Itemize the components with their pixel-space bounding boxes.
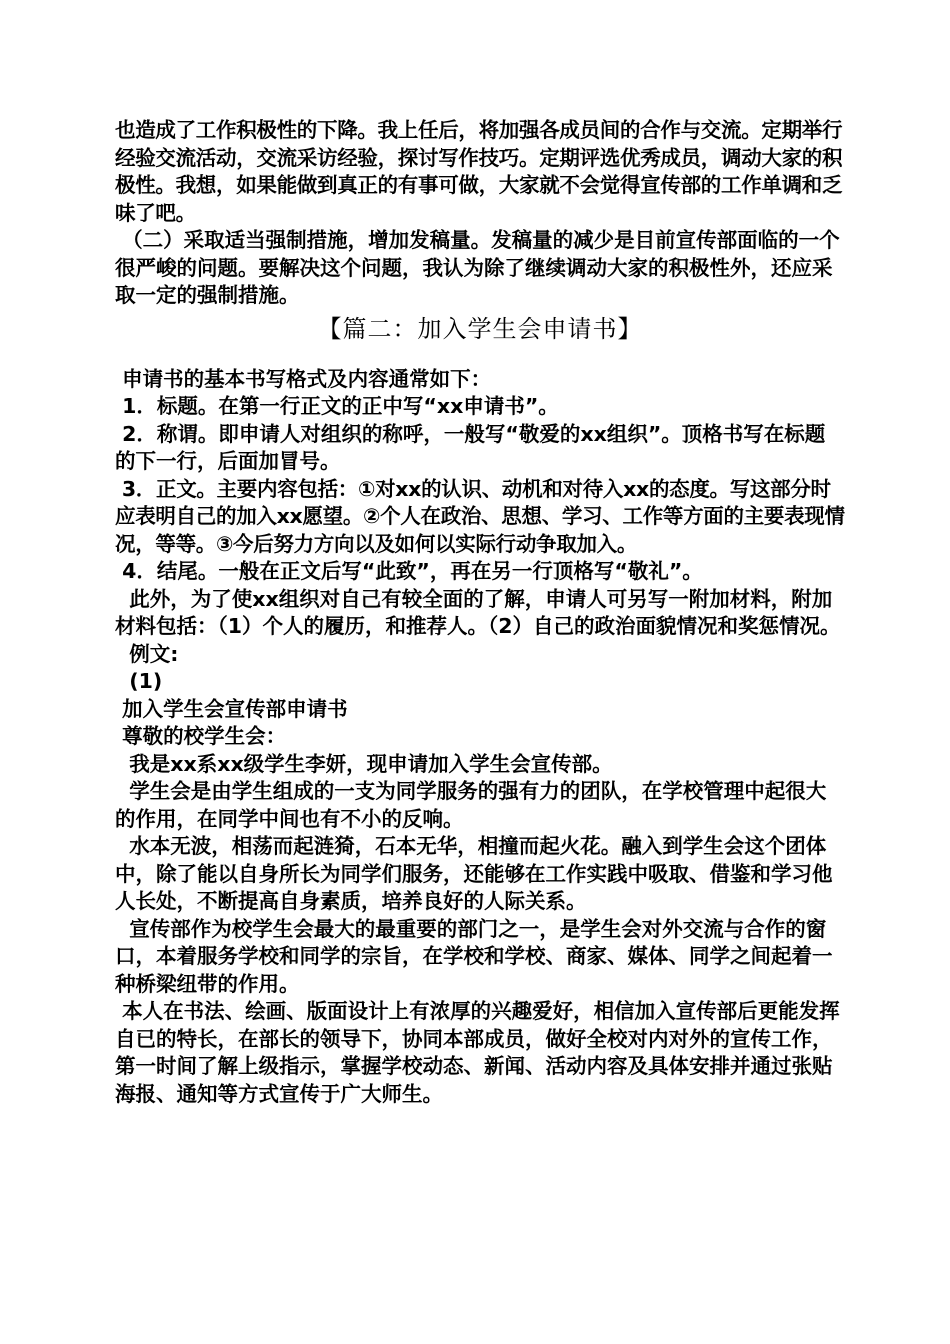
paragraph-item-ending: 4．结尾。一般在正文后写“此致”，再在另一行顶格写“敬礼”。 (115, 559, 703, 583)
paragraph-mandatory-measures: （二）采取适当强制措施，增加发稿量。发稿量的减少是目前宣传部面临的一个很严峻的问题。要解决这个问题，我认为除了继续调动大家的积极性外，还应采取一定的强制措施。 (115, 228, 840, 307)
paragraph-item-body: 3．正文。主要内容包括：①对xx的认识、动机和对待入xx的态度。写这部分时应表明自己的加入xx愿望。②个人在政治、思想、学习、工作等方面的主要表现情况，等等。③今后努力方向以及如何以实际行动争取加入。 (115, 476, 845, 556)
paragraph-letter-department: 宣传部作为校学生会最大的最重要的部门之一，是学生会对外交流与合作的窗口，本着服务学校和同学的宗旨，在学校和学校、商家、媒体、同学之间起着一种桥梁纽带的作用。 (115, 916, 833, 996)
paragraph-item-title: 1．标题。在第一行正文的正中写“xx申请书”。 (115, 394, 559, 418)
document-page (115, 117, 845, 1108)
paragraph-letter-salutation: 尊敬的校学生会： (115, 724, 287, 748)
paragraph-letter-skills: 本人在书法、绘画、版面设计上有浓厚的兴趣爱好，相信加入宣传部后更能发挥自已的特长，在部长的领导下，协同本部成员，做好全校对内对外的宣传工作，第一时间了解上级指示，掌握学校动态、新闻、活动内容及具体安排并通过张贴海报、通知等方式宣传于广大师生。 (115, 999, 840, 1106)
paragraph-cooperation: 也造成了工作积极性的下降。我上任后，将加强各成员间的合作与交流。定期举行经验交流活动，交流采访经验，探讨写作技巧。定期评选优秀成员，调动大家的积极性。我想，如果能做到真正的有事可做，大家就不会觉得宣传部的工作单调和乏味了吧。 (115, 118, 843, 225)
paragraph-letter-union: 学生会是由学生组成的一支为同学服务的强有力的团队，在学校管理中起很大的作用，在同学中间也有不小的反响。 (115, 779, 827, 831)
paragraph-letter-intro: 我是xx系xx级学生李妍，现申请加入学生会宣传部。 (115, 751, 613, 776)
paragraph-letter-motivation: 水本无波，相荡而起涟猗，石本无华，相撞而起火花。融入到学生会这个团体中，除了能以自身所长为同学们服务，还能够在工作实践中吸取、借鉴和学习他人长处，不断提高自身素质，培养良好的人际关系。 (115, 834, 833, 913)
paragraph-item-salutation: 2．称谓。即申请人对组织的称呼，一般写“敬爱的xx组织”。顶格书写在标题的下一行，后面加冒号。 (115, 421, 826, 473)
paragraph-letter-title: 加入学生会宣传部申请书 (115, 696, 348, 721)
paragraph-example-label: 例文: (115, 641, 179, 666)
paragraph-example-number: (1) (115, 669, 163, 693)
section-heading: 【篇二：加入学生会申请书】 (317, 314, 643, 343)
paragraph-format-intro: 申请书的基本书写格式及内容通常如下： (115, 366, 492, 391)
paragraph-attachment: 此外，为了使xx组织对自己有较全面的了解，申请人可另写一附加材料，附加材料包括：（1）个人的履历，和推荐人。（2）自己的政治面貌情况和奖惩情况。 (115, 586, 841, 638)
